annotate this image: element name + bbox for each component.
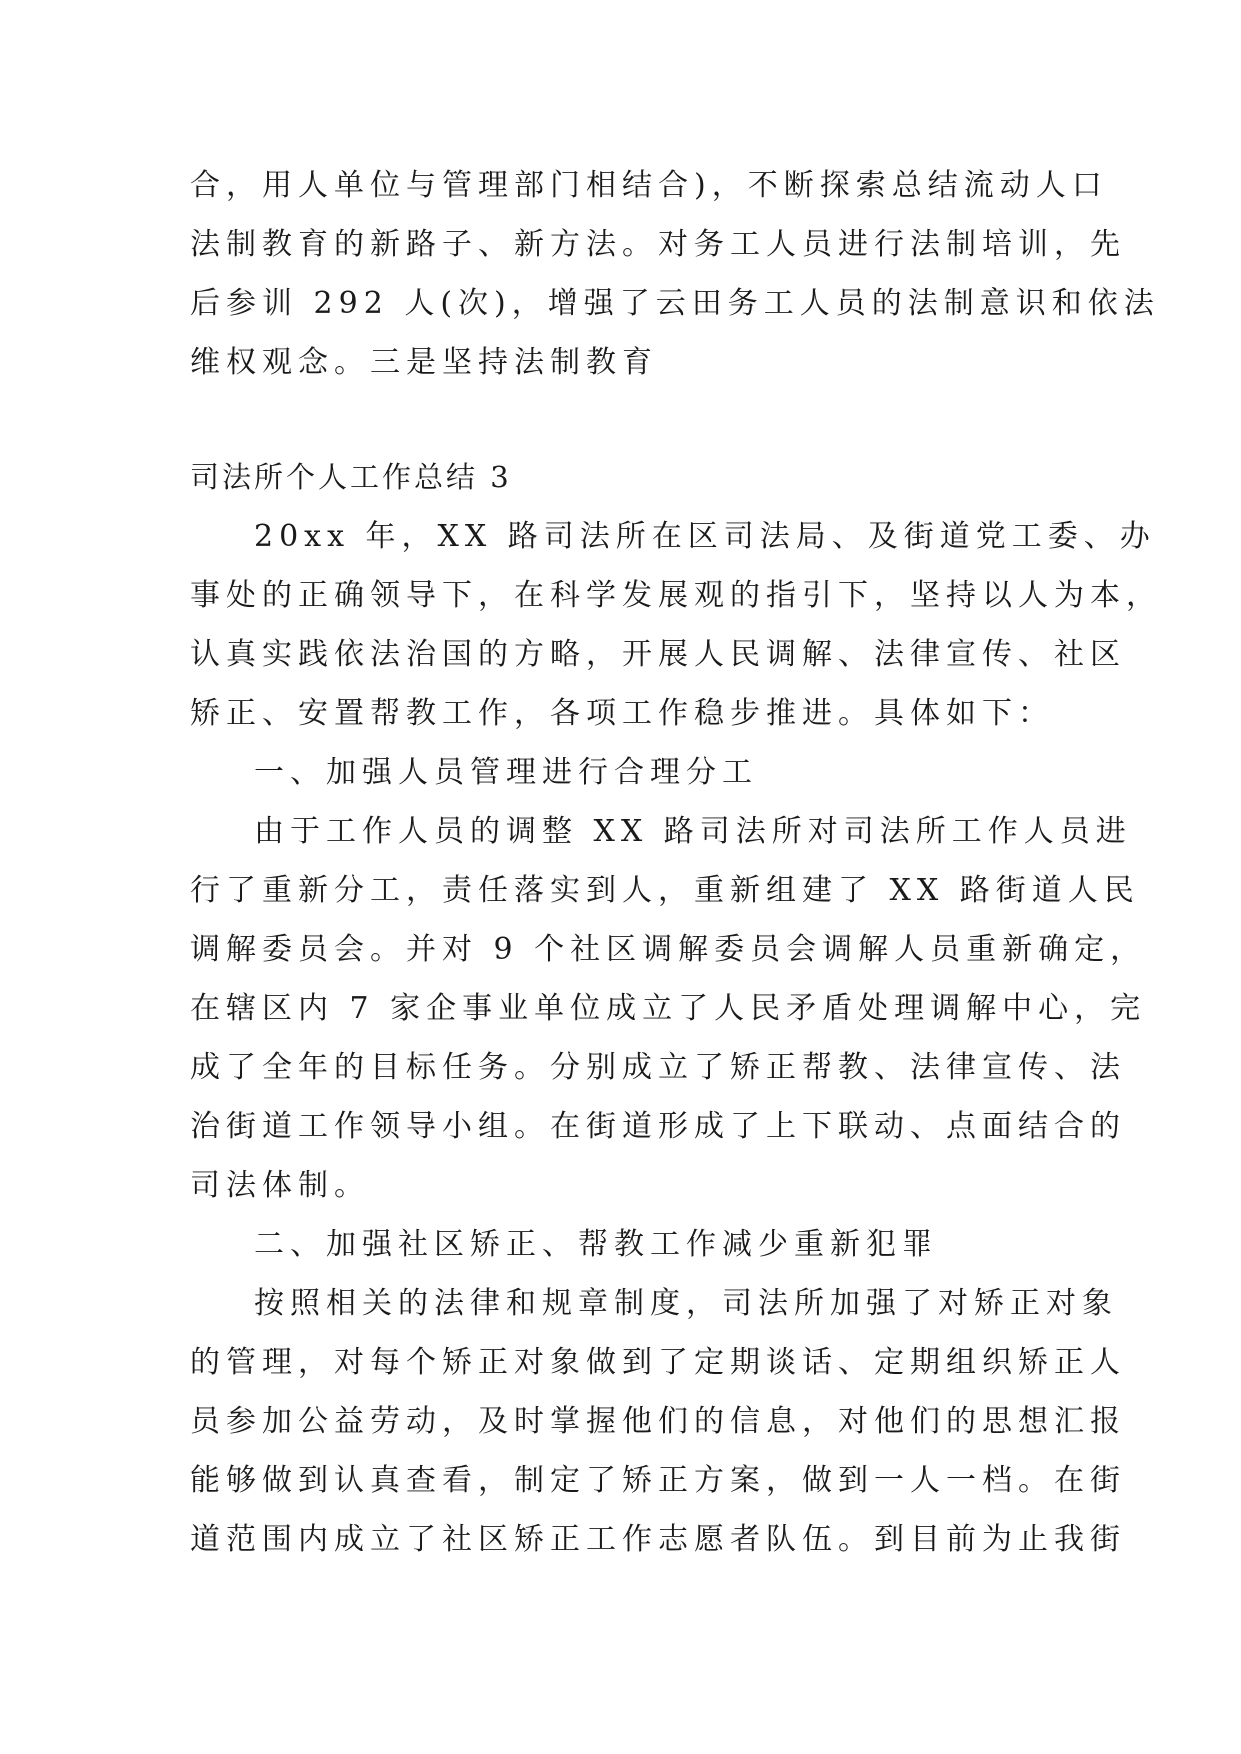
document-body <box>190 156 1162 1569</box>
text-line: 能够做到认真查看，制定了矫正方案，做到一人一档。在街 <box>190 1463 1126 1498</box>
text-line: 后参训 292 人(次)，增强了云田务工人员的法制意识和依法 <box>190 286 1160 321</box>
text-line: 矫正、安置帮教工作，各项工作稳步推进。具体如下： <box>190 696 1054 731</box>
text-line: 法制教育的新路子、新方法。对务工人员进行法制培训，先 <box>190 227 1126 262</box>
text-line: 道范围内成立了社区矫正工作志愿者队伍。到目前为止我街 <box>190 1522 1126 1557</box>
paragraph-spacer <box>190 392 1060 448</box>
text-line: 维权观念。三是坚持法制教育 <box>190 345 658 380</box>
paragraph-2 <box>190 1274 1126 1569</box>
text-line: 合，用人单位与管理部门相结合)，不断探索总结流动人口 <box>190 168 1108 203</box>
text-line: 行了重新分工，责任落实到人，重新组建了 XX 路街道人民 <box>190 873 1140 908</box>
text-line: 治街道工作领导小组。在街道形成了上下联动、点面结合的 <box>190 1109 1126 1144</box>
text-line: 按照相关的法律和规章制度，司法所加强了对矫正对象 <box>254 1286 1118 1321</box>
text-line: 由于工作人员的调整 XX 路司法所对司法所工作人员进 <box>254 814 1132 849</box>
subheading-1: 一、加强人员管理进行合理分工 <box>254 755 758 790</box>
text-line: 的管理，对每个矫正对象做到了定期谈话、定期组织矫正人 <box>190 1345 1126 1380</box>
paragraph-1 <box>190 802 1147 1215</box>
text-line: 事处的正确领导下，在科学发展观的指引下，坚持以人为本， <box>190 578 1162 613</box>
top-paragraph <box>190 156 1160 392</box>
intro-paragraph <box>190 507 1162 743</box>
text-line: 员参加公益劳动，及时掌握他们的信息，对他们的思想汇报 <box>190 1404 1126 1439</box>
text-line: 认真实践依法治国的方略，开展人民调解、法律宣传、社区 <box>190 637 1126 672</box>
text-line: 在辖区内 7 家企事业单位成立了人民矛盾处理调解中心，完 <box>190 991 1147 1026</box>
subheading-2: 二、加强社区矫正、帮教工作减少重新犯罪 <box>254 1227 938 1262</box>
text-line: 20xx 年，XX 路司法所在区司法局、及街道党工委、办 <box>254 519 1156 554</box>
text-line: 成了全年的目标任务。分别成立了矫正帮教、法律宣传、法 <box>190 1050 1126 1085</box>
text-line: 调解委员会。并对 9 个社区调解委员会调解人员重新确定， <box>190 932 1147 967</box>
text-line: 司法体制。 <box>190 1168 370 1203</box>
section-title: 司法所个人工作总结 3 <box>190 460 512 494</box>
